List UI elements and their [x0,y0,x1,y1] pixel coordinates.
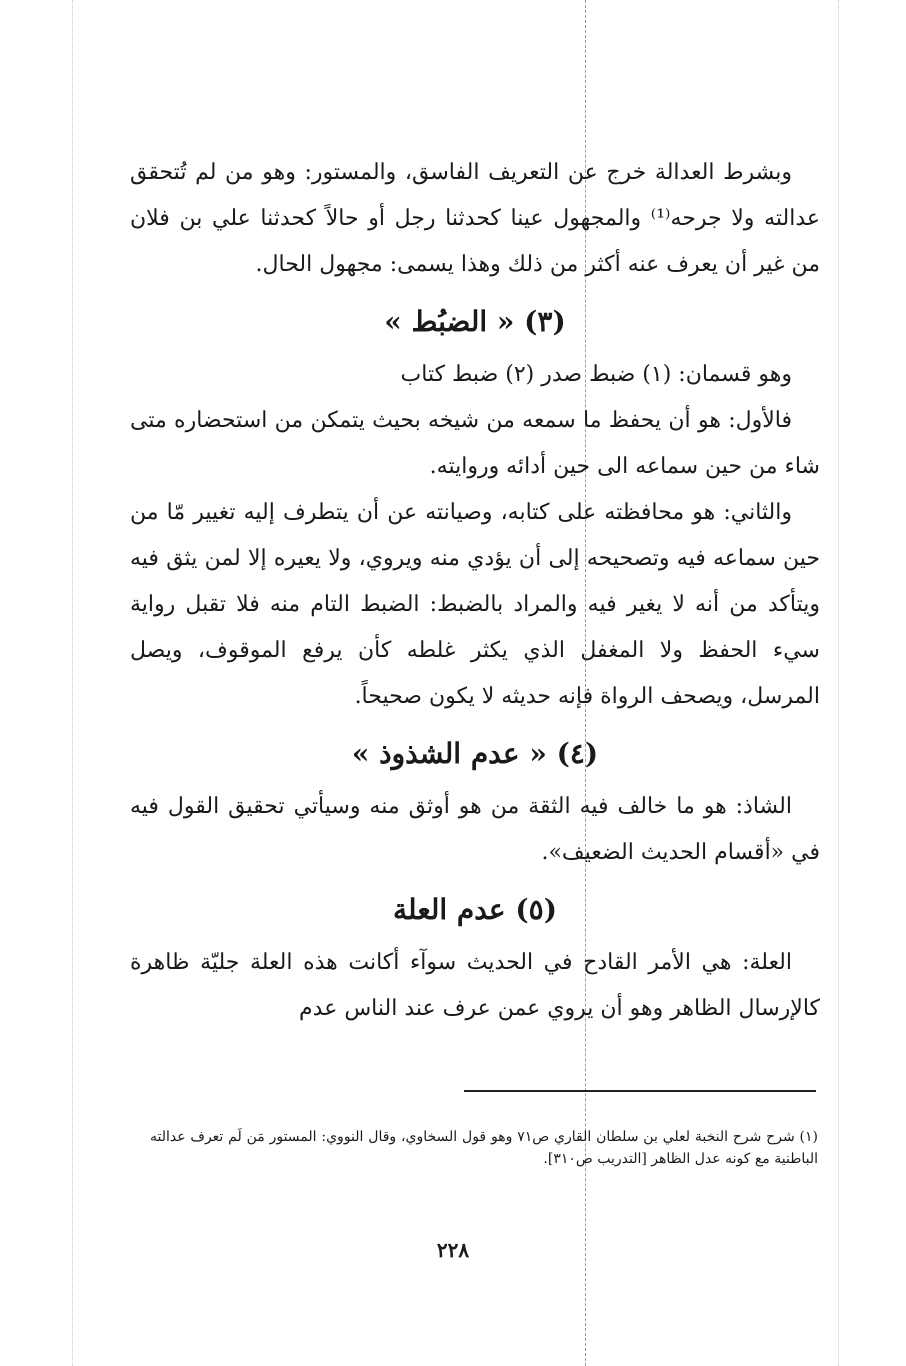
heading-shudhudh: (٤) « عدم الشذوذ » [351,737,599,770]
footnote-separator [464,1090,816,1092]
main-text [130,150,820,1032]
page-number: ٢٢٨ [436,1238,470,1262]
scan-edge-left [72,0,73,1366]
scan-edge-right [838,0,839,1366]
paragraph-adala: وبشرط العدالة خرج عن التعريف الفاسق، والمستور: وهو من لم تُتحقق عدالته ولا جرحه⁽¹⁾ والمجهول عينا كحدثنا رجل أو حالاً كحدثنا علي بن فلان من غير أن يعرف عنه أكثر من ذلك وهذا يسمى: مجهول الحال. [130,160,820,277]
paragraph-first-type: فالأول: هو أن يحفظ ما سمعه من شيخه بحيث يتمكن من استحضاره متى شاء من حين سماعه الى حين أدائه وروايته. [130,408,820,479]
paragraph-dabt-types: وهو قسمان: (١) ضبط صدر (٢) ضبط كتاب [400,362,792,387]
footnote: (١) شرح شرح النخبة لعلي بن سلطان القاري ص٧١ وهو قول السخاوي، وقال النووي: المستور مَن لَم تعرف عدالته الباطنية مع كونه عدل الظاهر [التدريب ص٣١٠]. [150,1129,818,1167]
paragraph-illa: العلة: هي الأمر القادح في الحديث سوآء أكانت هذه العلة جليّة ظاهرة كالإرسال الظاهر وهو أن يروي عمن عرف عند الناس عدم [130,950,820,1021]
heading-dabt: (٣) « الضبُط » [384,305,566,338]
paragraph-second-type: والثاني: هو محافظته على كتابه، وصيانته عن أن يتطرف إليه تغيير مّا من حين سماعه فيه وتصحيحه إلى أن يؤدي منه ويروي، ولا يعيره إلا لمن يثق فيه ويتأكد من أنه لا يغير فيه والمراد بالضبط: الضبط التام منه فلا تقبل رواية سيء الحفظ ولا المغفل الذي يكثر غلطه كأن يرفع الموقوف، ويصل المرسل، ويصحف الرواة فإنه حديثه لا يكون صحيحاً. [130,500,820,709]
heading-illa: (٥) عدم العلة [393,893,557,926]
paragraph-shadh: الشاذ: هو ما خالف فيه الثقة من هو أوثق منه وسيأتي تحقيق القول فيه في «أقسام الحديث الضعيف». [130,794,820,865]
